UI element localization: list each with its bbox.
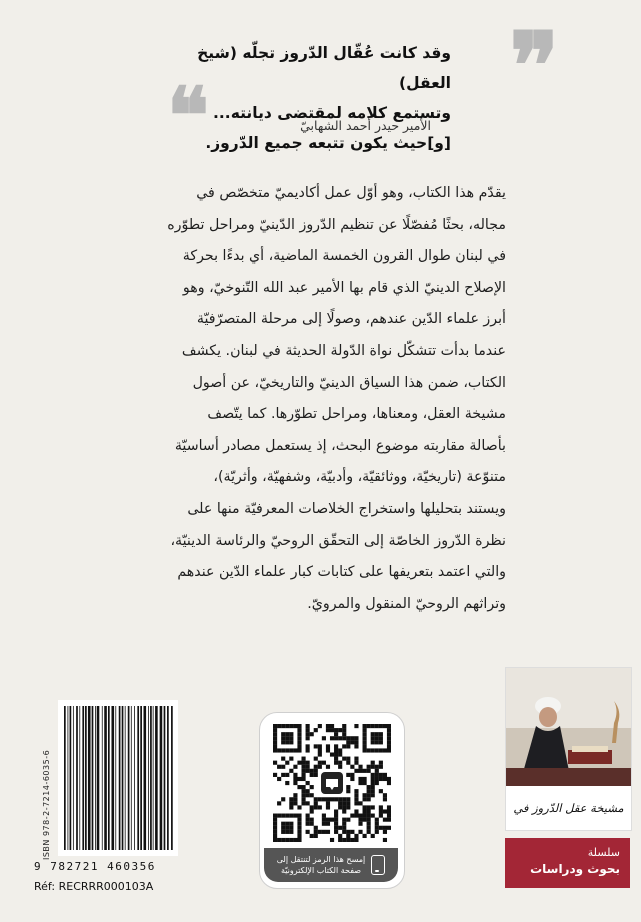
- quote-mark-icon: ❞: [509, 12, 559, 120]
- blurb-line: أبرز علماء الدّين عندهم، وصولًا إلى مرحلة المتصرّفيّة: [196, 311, 506, 328]
- quote-mark-icon: ❝: [167, 71, 209, 162]
- publisher-logo-icon: [318, 769, 346, 797]
- blurb-line: نظرة الدّروز الخاصّة إلى التحقّق الروحيّ والرئاسة الدينيّة،: [170, 532, 506, 549]
- blurb-line: مشيخة العقل، ومعناها، ومراحل تطوّرها. كما يتّصف: [207, 406, 506, 423]
- barcode-digits: 9 782721 460356: [34, 860, 156, 873]
- blurb-line: الكتاب، ضمن هذا السياق الدينيّ والتاريخيّ، عن أصول: [192, 374, 506, 391]
- isbn-label: ISBN 978-2-7214-6035-6: [42, 749, 51, 860]
- series-name: بحوث ودراسات: [530, 862, 620, 876]
- quote-text: [151, 38, 451, 162]
- blurb-line: في لبنان طوال القرون الخمسة الماضية، أي بدءًا بحركة: [182, 248, 506, 265]
- blurb-line: ويستند بتحليلها واستخراج الخلاصات المعرفيّة منها على: [187, 500, 506, 517]
- blurb-line: متنوّعة (تاريخيّة، ووثائقيّة، وأدبيّة، وشفهيّة، وأثريّة)،: [213, 469, 506, 486]
- qr-caption-line: إمسح هذا الرمز لتنتقل إلى: [276, 855, 366, 864]
- qr-caption: [264, 848, 398, 882]
- barcode: [58, 700, 178, 856]
- reference-code: Réf: RECRRR000103A: [34, 880, 154, 893]
- quote-line: وتستمع كلامه لمقتضى ديانته...: [213, 104, 451, 122]
- blurb-line: مجاله، بحثًا مُفصّلًا عن تنظيم الدّروز الدّينيّ ومراحل تطوّره: [167, 216, 506, 233]
- qr-caption-text: [277, 854, 366, 876]
- qr-caption-line: صفحة الكتاب الإلكترونيّة: [280, 866, 362, 875]
- series-badge: [505, 838, 630, 888]
- blurb-line: وتراثهم الروحيّ المنقول والمرويّ.: [307, 595, 506, 612]
- cover-thumbnail: [505, 667, 632, 831]
- quote-line: [و]حيث يكون تتبعه جميع الدّروز.: [205, 134, 451, 152]
- blurb-line: الإصلاح الدينيّ الذي قام بها الأمير عبد الله التّنوخيّ، وهو: [182, 279, 506, 296]
- blurb-line: عندما بدأت تتشكّل نواة الدّولة الحديثة في لبنان. يكشف: [181, 342, 506, 359]
- phone-icon: [371, 855, 385, 875]
- quote-line: وقد كانت عُقّال الدّروز تجلّه (شيخ العقل): [197, 44, 451, 92]
- series-label: سلسلة: [587, 846, 620, 859]
- blurb-line: والتي اعتمد بتعريفها على كتابات كبار علماء الدّين عندهم: [177, 564, 506, 581]
- barcode-bars: [62, 706, 174, 850]
- cover-photo: [506, 668, 631, 786]
- cover-title: مشيخة عقل الدّروز في: [513, 801, 624, 815]
- blurb-line: يقدّم هذا الكتاب، وهو أوّل عمل أكاديميّ متخصّص في: [196, 185, 506, 201]
- blurb-line: بأصالة مقاربته موضوع البحث، إذ يستعمل مصادر أساسيّة: [174, 437, 506, 454]
- qr-card[interactable]: [259, 712, 405, 889]
- quote-author: الأمير حيدر أحمد الشهابيّ: [300, 118, 431, 133]
- blurb-paragraph: [128, 178, 506, 620]
